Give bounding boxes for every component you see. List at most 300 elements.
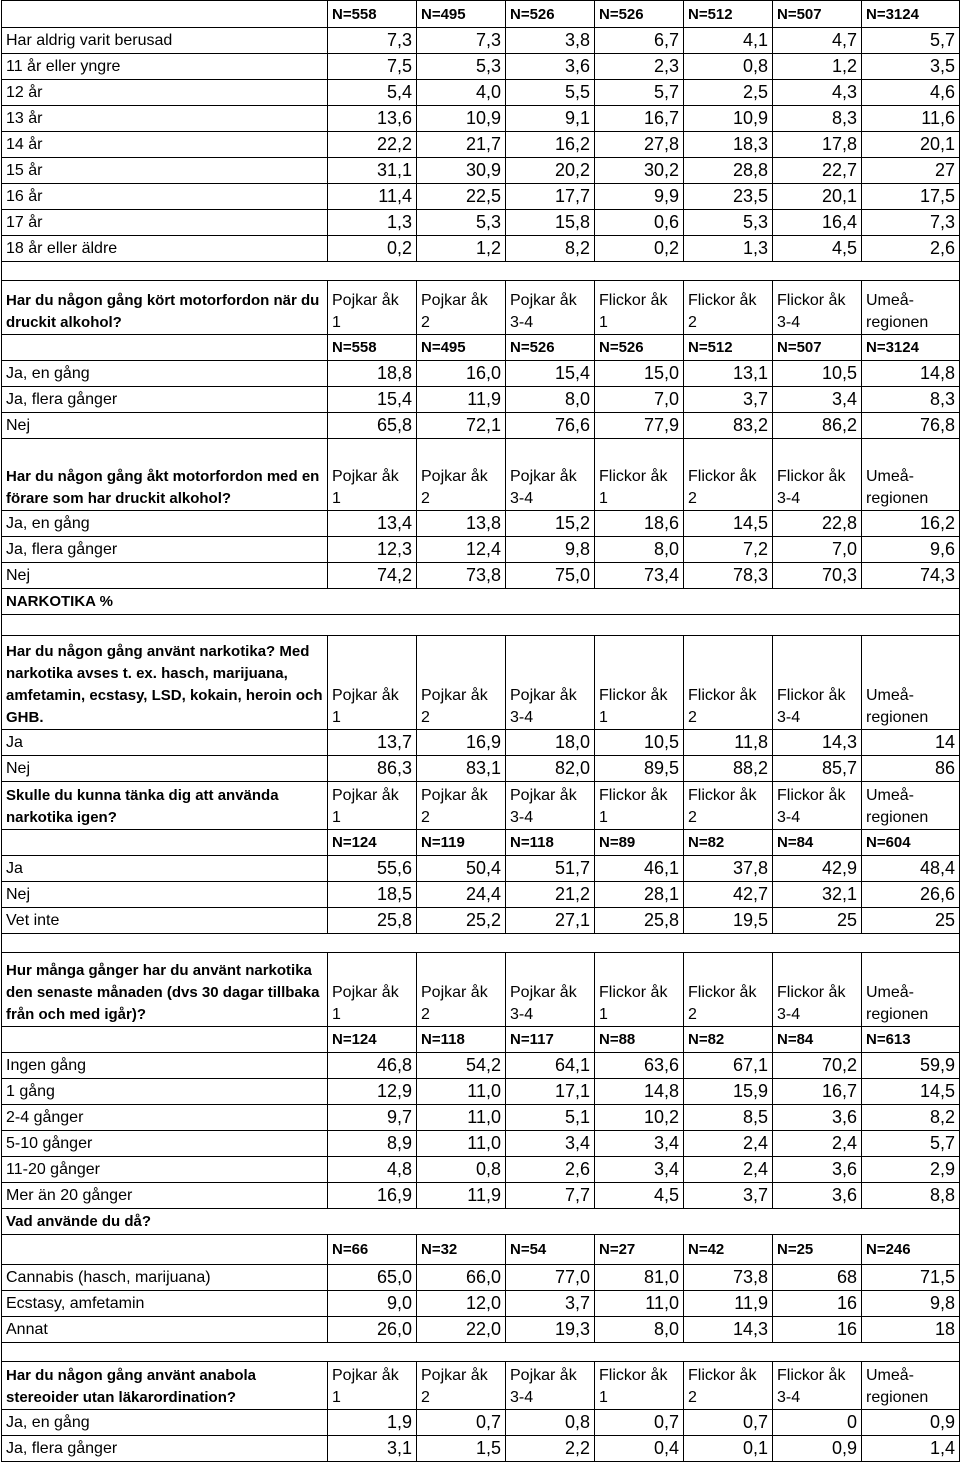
value-cell: 5,7 [862,28,960,54]
value-cell: 11,0 [595,1291,684,1317]
group-label-line2: 3-4 [777,490,801,507]
value-cell: 65,8 [328,413,417,439]
value-cell: 4,3 [773,80,862,106]
value-cell: 18,8 [328,361,417,387]
spacer-row [2,1343,960,1362]
group-label-line1: Flickor åk [777,1367,846,1384]
question-header-row [2,439,960,511]
n-header-cell: N=118 [506,830,595,856]
value-cell: 3,6 [506,54,595,80]
value-cell: 11,4 [328,184,417,210]
value-cell: 63,6 [595,1053,684,1079]
n-header-cell: N=512 [684,335,773,361]
value-cell: 8,0 [595,537,684,563]
spacer-cell [2,262,960,281]
n-header-row [2,1,960,28]
question-text: Har du någon gång kört motorfordon när du druckit alkohol? [2,281,328,335]
value-cell: 7,0 [773,537,862,563]
value-cell: 0,7 [595,1410,684,1436]
value-cell: 25,8 [595,908,684,934]
question-text: Vad använde du då? [2,1209,960,1235]
n-header-blank [2,1,328,28]
value-cell: 0,9 [862,1410,960,1436]
table-row [2,387,960,413]
group-label-line1: Flickor åk [599,787,668,804]
group-label-line2: 1 [599,490,608,507]
table-row [2,1317,960,1343]
n-header-cell: N=3124 [862,1,960,28]
value-cell: 18,6 [595,511,684,537]
group-label-line1: Flickor åk [777,687,846,704]
n-header-blank [2,1027,328,1053]
group-label-line2: 2 [688,314,697,331]
row-label: 1 gång [2,1079,328,1105]
value-cell: 16,7 [595,106,684,132]
group-label-line2: 2 [688,709,697,726]
group-label-line2: 2 [421,1389,430,1406]
group-header-cell [595,281,684,335]
value-cell: 4,6 [862,80,960,106]
group-label-line2: 1 [599,709,608,726]
value-cell: 31,1 [328,158,417,184]
value-cell: 15,2 [506,511,595,537]
group-header-cell [506,281,595,335]
value-cell: 4,1 [684,28,773,54]
value-cell: 73,4 [595,563,684,589]
row-label: 13 år [2,106,328,132]
value-cell: 8,0 [595,1317,684,1343]
value-cell: 3,7 [684,1183,773,1209]
value-cell: 1,3 [684,236,773,262]
value-cell: 7,3 [862,210,960,236]
n-header-blank [2,1235,328,1265]
group-label-line1: Pojkar åk [510,687,577,704]
group-header-cell [417,953,506,1027]
question-header-row [2,1362,960,1410]
group-header-cell [595,439,684,511]
value-cell: 66,0 [417,1265,506,1291]
spacer-row [2,262,960,281]
n-header-cell: N=124 [328,1027,417,1053]
n-header-cell: N=27 [595,1235,684,1265]
row-label: Har aldrig varit berusad [2,28,328,54]
n-header-cell: N=119 [417,830,506,856]
group-header-cell [328,636,417,730]
n-header-cell: N=507 [773,1,862,28]
question-text: Hur många gånger har du använt narkotika den senaste månaden (dvs 30 dagar tillbaka från och med igår)? [2,953,328,1027]
row-label: Nej [2,563,328,589]
row-label: 11-20 gånger [2,1157,328,1183]
value-cell: 22,2 [328,132,417,158]
value-cell: 88,2 [684,756,773,782]
group-header-cell [595,782,684,830]
group-label-line1: Umeå- [866,1367,915,1384]
n-header-cell: N=495 [417,1,506,28]
group-header-cell [417,439,506,511]
group-header-cell [773,636,862,730]
group-label-line2: 1 [332,314,341,331]
value-cell: 65,0 [328,1265,417,1291]
group-header-cell [506,953,595,1027]
question-header-row [2,782,960,830]
group-label-line2: 3-4 [510,490,534,507]
table-row [2,1157,960,1183]
value-cell: 25,8 [328,908,417,934]
question-text: Har du någon gång åkt motorfordon med en förare som har druckit alkohol? [2,439,328,511]
value-cell: 42,9 [773,856,862,882]
value-cell: 3,4 [506,1131,595,1157]
table-row [2,511,960,537]
value-cell: 16,9 [328,1183,417,1209]
question-text: Har du någon gång använt anabola stereoider utan läkarordination? [2,1362,328,1410]
value-cell: 10,2 [595,1105,684,1131]
row-label: Ja, en gång [2,361,328,387]
value-cell: 9,1 [506,106,595,132]
value-cell: 16,9 [417,730,506,756]
table-row [2,1183,960,1209]
group-header-cell [684,281,773,335]
spacer-row [2,615,960,636]
question-text: Skulle du kunna tänka dig att använda narkotika igen? [2,782,328,830]
value-cell: 22,7 [773,158,862,184]
group-label-line2: 1 [599,1006,608,1023]
n-header-cell: N=84 [773,1027,862,1053]
table-row [2,132,960,158]
value-cell: 2,3 [595,54,684,80]
group-label-line2: regionen [866,1389,929,1406]
value-cell: 73,8 [684,1265,773,1291]
group-label-line1: Pojkar åk [510,1367,577,1384]
group-label-line2: 3-4 [510,1389,534,1406]
value-cell: 8,9 [328,1131,417,1157]
group-label-line1: Pojkar åk [510,787,577,804]
value-cell: 1,2 [773,54,862,80]
value-cell: 2,4 [684,1157,773,1183]
value-cell: 24,4 [417,882,506,908]
value-cell: 42,7 [684,882,773,908]
value-cell: 26,6 [862,882,960,908]
row-label: Nej [2,756,328,782]
group-label-line1: Pojkar åk [332,787,399,804]
row-label: 2-4 gånger [2,1105,328,1131]
value-cell: 1,2 [417,236,506,262]
value-cell: 17,8 [773,132,862,158]
table-row [2,756,960,782]
question-header-row [2,281,960,335]
value-cell: 8,8 [862,1183,960,1209]
row-label: Ja [2,730,328,756]
table-row [2,54,960,80]
value-cell: 32,1 [773,882,862,908]
value-cell: 2,4 [773,1131,862,1157]
table-row [2,80,960,106]
n-header-cell: N=82 [684,1027,773,1053]
value-cell: 11,9 [684,1291,773,1317]
table-row [2,1291,960,1317]
group-label-line1: Flickor åk [599,292,668,309]
value-cell: 13,6 [328,106,417,132]
group-header-cell [862,1362,960,1410]
value-cell: 86 [862,756,960,782]
group-label-line1: Flickor åk [777,984,846,1001]
group-label-line1: Pojkar åk [421,292,488,309]
value-cell: 70,3 [773,563,862,589]
value-cell: 59,9 [862,1053,960,1079]
group-header-cell [862,281,960,335]
group-label-line1: Flickor åk [599,1367,668,1384]
group-label-line2: 2 [688,1006,697,1023]
value-cell: 5,4 [328,80,417,106]
spacer-cell [2,615,960,636]
value-cell: 16,2 [506,132,595,158]
value-cell: 5,3 [417,210,506,236]
section-heading: NARKOTIKA % [2,589,960,615]
group-label-line2: 1 [332,709,341,726]
value-cell: 25 [773,908,862,934]
question-text: Har du någon gång använt narkotika? Med narkotika avses t. ex. hasch, marijuana, amfetamin, ecstasy, LSD, kokain, heroin och GHB. [2,636,328,730]
value-cell: 68 [773,1265,862,1291]
value-cell: 15,8 [506,210,595,236]
group-header-cell [773,1362,862,1410]
table-row [2,1436,960,1462]
section-row [2,589,960,615]
group-label-line1: Flickor åk [777,468,846,485]
value-cell: 5,7 [862,1131,960,1157]
row-label: 14 år [2,132,328,158]
value-cell: 16 [773,1291,862,1317]
group-label-line1: Pojkar åk [421,787,488,804]
value-cell: 12,4 [417,537,506,563]
n-header-cell: N=495 [417,335,506,361]
value-cell: 2,5 [684,80,773,106]
group-label-line1: Pojkar åk [421,468,488,485]
value-cell: 71,5 [862,1265,960,1291]
group-label-line2: regionen [866,709,929,726]
group-label-line2: 1 [332,490,341,507]
group-label-line2: 2 [688,1389,697,1406]
value-cell: 4,0 [417,80,506,106]
table-row [2,730,960,756]
table-row [2,537,960,563]
table-row [2,1105,960,1131]
subquestion-row [2,1209,960,1235]
group-label-line2: regionen [866,1006,929,1023]
value-cell: 76,8 [862,413,960,439]
value-cell: 2,6 [862,236,960,262]
value-cell: 12,0 [417,1291,506,1317]
group-header-cell [506,636,595,730]
value-cell: 9,8 [506,537,595,563]
value-cell: 14,3 [773,730,862,756]
value-cell: 9,7 [328,1105,417,1131]
group-label-line2: 2 [421,1006,430,1023]
value-cell: 20,1 [773,184,862,210]
value-cell: 11,6 [862,106,960,132]
value-cell: 64,1 [506,1053,595,1079]
value-cell: 9,0 [328,1291,417,1317]
table-row [2,1265,960,1291]
value-cell: 2,4 [684,1131,773,1157]
value-cell: 77,0 [506,1265,595,1291]
value-cell: 0,9 [773,1436,862,1462]
value-cell: 4,7 [773,28,862,54]
group-label-line1: Flickor åk [777,787,846,804]
question-header-row [2,953,960,1027]
value-cell: 11,9 [417,1183,506,1209]
value-cell: 8,3 [862,387,960,413]
table-row [2,908,960,934]
value-cell: 3,5 [862,54,960,80]
group-label-line1: Flickor åk [599,984,668,1001]
value-cell: 5,3 [684,210,773,236]
table-row [2,210,960,236]
group-header-cell [773,439,862,511]
group-header-cell [417,782,506,830]
value-cell: 23,5 [684,184,773,210]
value-cell: 4,8 [328,1157,417,1183]
table-row [2,236,960,262]
group-label-line2: 3-4 [510,709,534,726]
value-cell: 16,4 [773,210,862,236]
value-cell: 15,0 [595,361,684,387]
group-header-cell [506,782,595,830]
value-cell: 51,7 [506,856,595,882]
group-label-line1: Pojkar åk [332,1367,399,1384]
group-label-line1: Pojkar åk [332,984,399,1001]
n-header-cell: N=604 [862,830,960,856]
value-cell: 48,4 [862,856,960,882]
value-cell: 27,8 [595,132,684,158]
group-header-cell [773,281,862,335]
group-header-cell [328,1362,417,1410]
value-cell: 86,2 [773,413,862,439]
value-cell: 30,9 [417,158,506,184]
row-label: Ja, en gång [2,1410,328,1436]
value-cell: 75,0 [506,563,595,589]
value-cell: 11,9 [417,387,506,413]
group-label-line2: 1 [332,809,341,826]
n-header-row [2,335,960,361]
value-cell: 3,4 [595,1131,684,1157]
value-cell: 13,1 [684,361,773,387]
value-cell: 10,9 [684,106,773,132]
group-label-line1: Umeå- [866,984,915,1001]
n-header-blank [2,830,328,856]
table-row [2,882,960,908]
table-row [2,413,960,439]
value-cell: 3,8 [506,28,595,54]
value-cell: 19,3 [506,1317,595,1343]
n-header-cell: N=246 [862,1235,960,1265]
value-cell: 0,8 [417,1157,506,1183]
group-label-line1: Umeå- [866,687,915,704]
table-row [2,106,960,132]
statistics-table-body [2,1,960,1462]
value-cell: 8,2 [862,1105,960,1131]
group-header-cell [773,953,862,1027]
group-header-cell [684,782,773,830]
value-cell: 12,9 [328,1079,417,1105]
n-header-cell: N=124 [328,830,417,856]
group-header-cell [684,1362,773,1410]
group-header-cell [862,782,960,830]
row-label: 12 år [2,80,328,106]
group-header-cell [773,782,862,830]
group-label-line1: Pojkar åk [421,687,488,704]
value-cell: 10,5 [773,361,862,387]
value-cell: 0,8 [506,1410,595,1436]
value-cell: 8,3 [773,106,862,132]
value-cell: 15,9 [684,1079,773,1105]
group-header-cell [506,1362,595,1410]
value-cell: 27 [862,158,960,184]
group-header-cell [862,439,960,511]
value-cell: 85,7 [773,756,862,782]
group-label-line2: 3-4 [510,314,534,331]
value-cell: 22,5 [417,184,506,210]
group-header-cell [417,636,506,730]
value-cell: 18,0 [506,730,595,756]
value-cell: 5,3 [417,54,506,80]
n-header-cell: N=25 [773,1235,862,1265]
value-cell: 0,4 [595,1436,684,1462]
value-cell: 3,4 [773,387,862,413]
group-label-line1: Umeå- [866,787,915,804]
group-header-cell [506,439,595,511]
row-label: Nej [2,882,328,908]
value-cell: 73,8 [417,563,506,589]
value-cell: 10,5 [595,730,684,756]
value-cell: 19,5 [684,908,773,934]
value-cell: 3,6 [773,1183,862,1209]
row-label: 15 år [2,158,328,184]
group-label-line2: 2 [421,314,430,331]
group-header-cell [862,953,960,1027]
row-label: Mer än 20 gånger [2,1183,328,1209]
value-cell: 0,6 [595,210,684,236]
group-header-cell [328,281,417,335]
value-cell: 18,3 [684,132,773,158]
value-cell: 46,8 [328,1053,417,1079]
group-label-line1: Umeå- [866,468,915,485]
table-row [2,361,960,387]
value-cell: 2,2 [506,1436,595,1462]
group-header-cell [595,953,684,1027]
group-header-cell [417,1362,506,1410]
value-cell: 0,7 [417,1410,506,1436]
value-cell: 76,6 [506,413,595,439]
group-label-line1: Pojkar åk [332,687,399,704]
value-cell: 21,7 [417,132,506,158]
group-label-line2: 2 [421,709,430,726]
value-cell: 83,1 [417,756,506,782]
spacer-cell [2,1343,960,1362]
value-cell: 0 [773,1410,862,1436]
value-cell: 3,7 [684,387,773,413]
value-cell: 16,2 [862,511,960,537]
value-cell: 8,0 [506,387,595,413]
value-cell: 7,3 [328,28,417,54]
row-label: Ja, flera gånger [2,1436,328,1462]
value-cell: 22,0 [417,1317,506,1343]
value-cell: 7,5 [328,54,417,80]
value-cell: 4,5 [773,236,862,262]
value-cell: 20,1 [862,132,960,158]
value-cell: 1,4 [862,1436,960,1462]
group-header-cell [595,636,684,730]
value-cell: 14,3 [684,1317,773,1343]
value-cell: 72,1 [417,413,506,439]
